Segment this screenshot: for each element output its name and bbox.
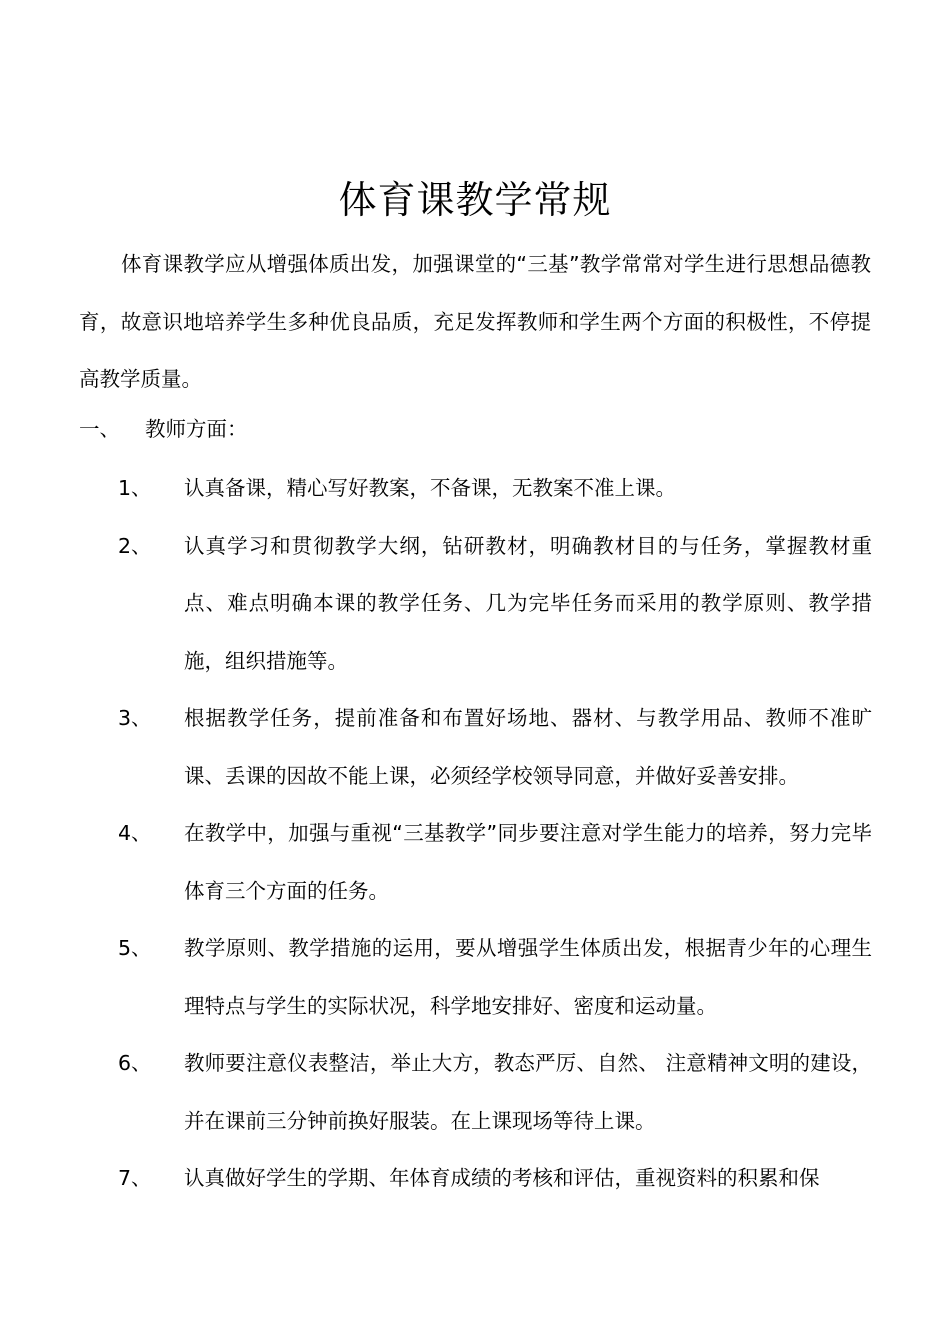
item-text: 教师要注意仪表整洁，举止大方，教态严厉、自然、 注意精神文明的建设，并在课前三分钟前换好服装。在上课现场等待上课。 (184, 1051, 872, 1133)
item-number: 6、 (118, 1051, 152, 1075)
list-item (0, 460, 950, 518)
item-number: 2、 (118, 533, 152, 558)
section-heading (79, 409, 248, 449)
item-number: 5、 (118, 936, 152, 960)
list-item (0, 518, 950, 691)
item-text: 教学原则、教学措施的运用，要从增强学生体质出发，根据青少年的心理生理特点与学生的实际状况，科学地安排好、密度和运动量。 (184, 936, 872, 1018)
list-item (0, 1150, 950, 1208)
item-number: 4、 (118, 821, 152, 845)
section-number: 一、 (79, 417, 120, 441)
intro-paragraph: 体育课教学应从增强体质出发，加强课堂的“三基”教学常常对学生进行思想品德教育，故意识地培养学生多种优良品质，充足发挥教师和学生两个方面的积极性，不停提高教学质量。 (79, 252, 871, 391)
item-number: 1、 (118, 476, 152, 500)
list-item (0, 1035, 950, 1150)
list-item (0, 920, 950, 1035)
item-text: 根据教学任务，提前准备和布置好场地、器材、与教学用品、教师不准旷课、丢课的因故不能上课，必须经学校领导同意，并做好妥善安排。 (184, 706, 872, 788)
item-number: 3、 (118, 706, 152, 730)
list-item (0, 690, 950, 805)
section-title: 教师方面： (145, 417, 248, 441)
item-text: 认真学习和贯彻教学大纲，钻研教材，明确教材目的与任务，掌握教材重点、难点明确本课的教学任务、几为完毕任务而采用的教学原则、教学措施，组织措施等。 (184, 533, 872, 673)
item-text: 认真做好学生的学期、年体育成绩的考核和评估，重视资料的积累和保 (184, 1166, 820, 1190)
document-title: 体育课教学常规 (338, 178, 612, 222)
item-text: 在教学中，加强与重视“三基教学”同步要注意对学生能力的培养，努力完毕体育三个方面的任务。 (184, 821, 872, 903)
list-item (0, 805, 950, 920)
item-text: 认真备课，精心写好教案，不备课，无教案不准上课。 (184, 476, 676, 500)
item-number: 7、 (118, 1166, 152, 1190)
item-list (0, 460, 950, 1208)
